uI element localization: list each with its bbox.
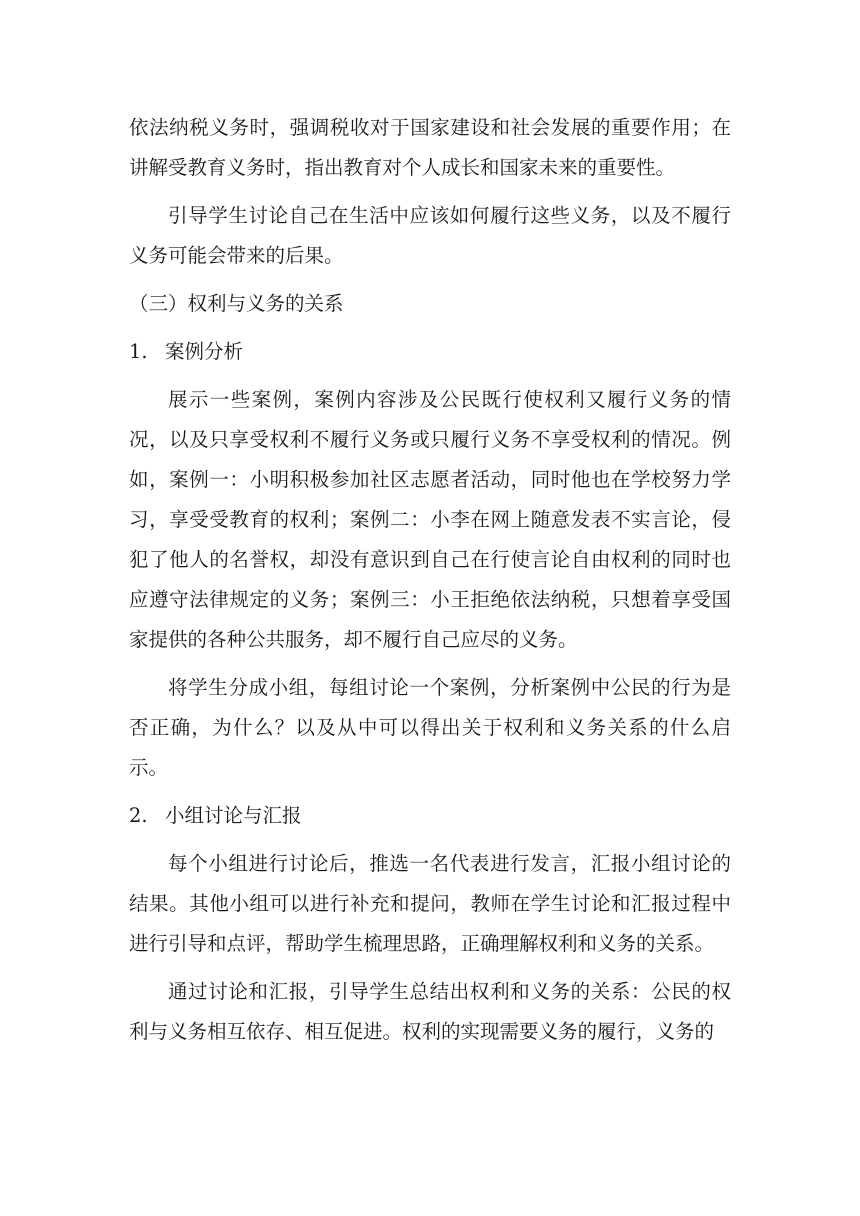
paragraph-discuss-duties: 引导学生讨论自己在生活中应该如何履行这些义务，以及不履行义务可能会带来的后果。 — [129, 204, 731, 267]
document-body — [129, 108, 731, 1060]
paragraph-tax-education-duty: 依法纳税义务时，强调税收对于国家建设和社会发展的重要作用；在讲解受教育义务时，指出教育对个人成长和国家未来的重要性。 — [129, 116, 731, 179]
subheading-title: 案例分析 — [165, 340, 244, 363]
subheading-number: 2. — [129, 804, 148, 827]
section-heading-rights-duties: （三）权利与义务的关系 — [129, 292, 344, 315]
subheading-group-report — [129, 796, 731, 836]
subheading-number: 1. — [129, 340, 148, 363]
paragraph-group-task: 将学生分成小组，每组讨论一个案例，分析案例中公民的行为是否正确，为什么？以及从中可以得出关于权利和义务关系的什么启示。 — [129, 676, 731, 779]
paragraph-group-presentation: 每个小组进行讨论后，推选一名代表进行发言，汇报小组讨论的结果。其他小组可以进行补充和提问，教师在学生讨论和汇报过程中进行引导和点评，帮助学生梳理思路，正确理解权利和义务的关系。 — [129, 852, 731, 955]
paragraph-summary-relationship: 通过讨论和汇报，引导学生总结出权利和义务的关系：公民的权利与义务相互依存、相互促进。权利的实现需要义务的履行，义务的 — [129, 980, 731, 1043]
paragraph-case-examples: 展示一些案例，案例内容涉及公民既行使权利又履行义务的情况，以及只享受权利不履行义务或只履行义务不享受权利的情况。例如，案例一：小明积极参加社区志愿者活动，同时他也在学校努力学习，享受受教育的权利；案例二：小李在网上随意发表不实言论，侵犯了他人的名誉权，却没有意识到自己在行使言论自由权利的同时也应遵守法律规定的义务；案例三：小王拒绝依法纳税，只想着享受国家提供的各种公共服务，却不履行自己应尽的义务。 — [129, 388, 731, 651]
subheading-title: 小组讨论与汇报 — [165, 804, 302, 827]
subheading-case-analysis — [129, 332, 731, 372]
